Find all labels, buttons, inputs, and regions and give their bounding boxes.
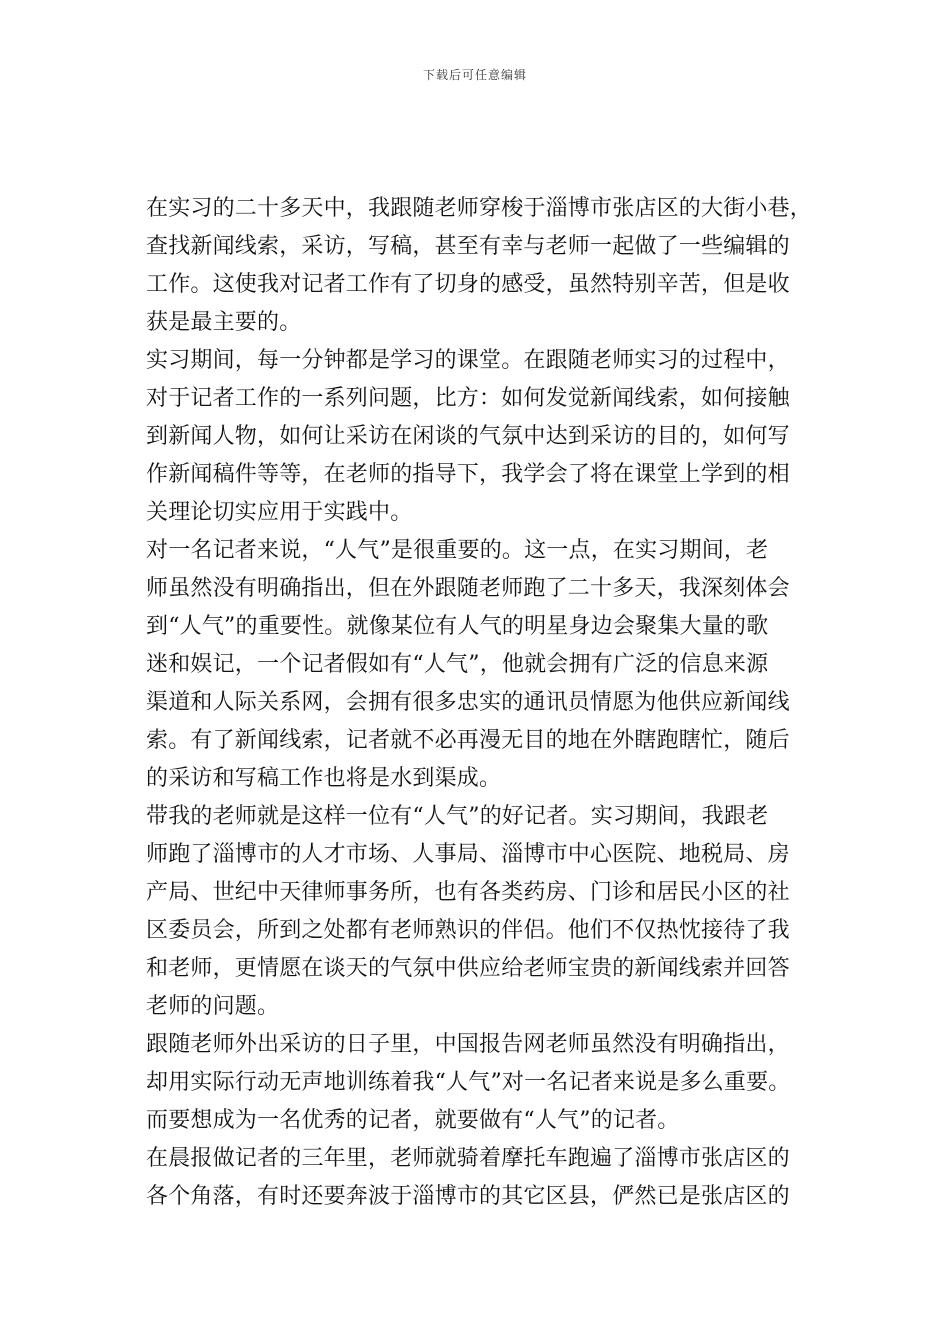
text-line: 跟随老师外出采访的日子里，中国报告网老师虽然没有明确指出， — [146, 1032, 790, 1057]
text-line: 在晨报做记者的三年里，老师就骑着摩托车跑遍了淄博市张店区的 — [146, 1146, 790, 1171]
text-line: 师虽然没有明确指出，但在外跟随老师跑了二十多天，我深刻体会 — [146, 576, 790, 601]
text-line: 查找新闻线索，采访，写稿，甚至有幸与老师一起做了一些编辑的 — [146, 234, 790, 259]
text-line: 在实习的二十多天中，我跟随老师穿梭于淄博市张店区的大街小巷， — [146, 196, 813, 221]
text-line: 却用实际行动无声地训练着我“人气”对一名记者来说是多么重要。 — [146, 1070, 791, 1095]
text-line: 关理论切实应用于实践中。 — [146, 500, 413, 525]
text-line: 获是最主要的。 — [146, 310, 302, 335]
text-line: 对于记者工作的一系列问题，比方：如何发觉新闻线索，如何接触 — [146, 386, 790, 411]
text-line: 师跑了淄博市的人才市场、人事局、淄博市中心医院、地税局、房 — [146, 842, 790, 867]
document-body — [146, 190, 836, 1216]
text-line: 迷和娱记，一个记者假如有“人气”，他就会拥有广泛的信息来源 — [146, 652, 769, 677]
text-line: 带我的老师就是这样一位有“人气”的好记者。实习期间，我跟老 — [146, 804, 769, 829]
text-line: 实习期间，每一分钟都是学习的课堂。在跟随老师实习的过程中， — [146, 348, 790, 373]
text-line: 工作。这使我对记者工作有了切身的感受，虽然特别辛苦，但是收 — [146, 272, 790, 297]
text-line: 老师的问题。 — [146, 994, 280, 1019]
text-line: 区委员会，所到之处都有老师熟识的伴侣。他们不仅热忱接待了我 — [146, 918, 790, 943]
text-line: 到“人气”的重要性。就像某位有人气的明星身边会聚集大量的歌 — [146, 614, 769, 639]
page-header: 下载后可任意编辑 — [422, 68, 527, 82]
text-line: 各个角落，有时还要奔波于淄博市的其它区县，俨然已是张店区的 — [146, 1184, 790, 1209]
text-line: 索。有了新闻线索，记者就不必再漫无目的地在外瞎跑瞎忙，随后 — [146, 728, 790, 753]
text-line: 对一名记者来说，“人气”是很重要的。这一点，在实习期间，老 — [146, 538, 769, 563]
text-line: 和老师，更情愿在谈天的气氛中供应给老师宝贵的新闻线索并回答 — [146, 956, 790, 981]
text-line: 而要想成为一名优秀的记者，就要做有“人气”的记者。 — [146, 1108, 680, 1133]
text-line: 产局、世纪中天律师事务所，也有各类药房、门诊和居民小区的社 — [146, 880, 790, 905]
text-line: 作新闻稿件等等，在老师的指导下，我学会了将在课堂上学到的相 — [146, 462, 790, 487]
text-line: 渠道和人际关系网，会拥有很多忠实的通讯员情愿为他供应新闻线 — [146, 690, 790, 715]
text-line: 的采访和写稿工作也将是水到渠成。 — [146, 766, 502, 791]
text-line: 到新闻人物，如何让采访在闲谈的气氛中达到采访的目的，如何写 — [146, 424, 790, 449]
